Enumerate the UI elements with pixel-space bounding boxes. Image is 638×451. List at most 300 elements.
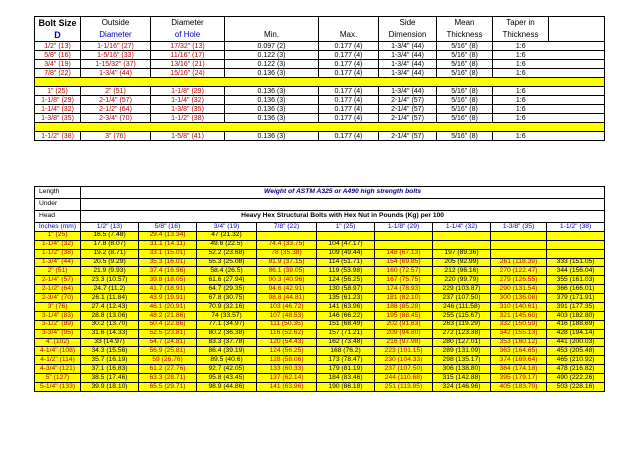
- mean-header: Mean: [437, 17, 493, 30]
- empty-cell: [547, 231, 605, 240]
- table-cell-bolt: 5/8" (16): [35, 51, 81, 60]
- weight-cell: 94.6 (42.91): [257, 285, 317, 294]
- length-cell: 1-1/2" (38): [35, 249, 81, 258]
- weight-cell: 160 (72.57): [375, 267, 433, 276]
- weight-cell: 344 (156.04): [547, 267, 605, 276]
- weight-cell: 453 (205.48): [547, 347, 605, 356]
- table-cell-side: 1-3/4" (44): [379, 69, 437, 78]
- weight-cell: 279 (126.55): [491, 276, 547, 285]
- weight-cell: 63.3 (28.71): [139, 374, 197, 383]
- table-row: [35, 294, 605, 303]
- weight-cell: 220 (99.79): [433, 276, 491, 285]
- length-cell: 3-1/2" (89): [35, 320, 81, 329]
- table-row: [35, 231, 605, 240]
- table-cell-mean: 5/16" (8): [437, 105, 493, 114]
- empty-cell: [433, 231, 491, 240]
- weight-cell: 43.9 (19.91): [139, 294, 197, 303]
- length-cell: 2-3/4" (70): [35, 294, 81, 303]
- table-cell-max: 0.177 (4): [319, 42, 379, 51]
- weights-title: Weight of ASTM A325 or A490 high strength bolts: [81, 187, 605, 199]
- weight-cell: 107 (48.53): [257, 311, 317, 320]
- table-cell-outside: 2" (51): [81, 87, 151, 96]
- head-label: Head: [35, 211, 81, 223]
- empty-cell: [375, 231, 433, 240]
- weight-cell: 26.1 (11.84): [81, 294, 139, 303]
- table-cell-bolt: 1-3/8" (35): [35, 114, 81, 123]
- column-header: 1-3/8" (35): [491, 223, 547, 232]
- weight-cell: 290 (131.54): [491, 285, 547, 294]
- length-cell: 4-3/4" (121): [35, 365, 81, 374]
- weight-cell: 133 (60.33): [257, 365, 317, 374]
- table-cell-bolt: 7/8" (22): [35, 69, 81, 78]
- table-row: [35, 338, 605, 347]
- weights-subtitle: Heavy Hex Structural Bolts with Hex Nut in Pounds (Kg) per 100: [81, 211, 605, 223]
- weight-cell: 52.2 (23.68): [197, 249, 257, 258]
- weight-cell: 61.6 (27.94): [197, 276, 257, 285]
- length-cell: 5-1/4" (133): [35, 383, 81, 392]
- table-cell-max: 0.177 (4): [319, 132, 379, 141]
- table-cell-min: 0.122 (3): [225, 60, 319, 69]
- weight-cell: 128 (58.06): [257, 356, 317, 365]
- table-cell-side: 1-3/4" (44): [379, 60, 437, 69]
- weight-cell: 31.1 (14.11): [139, 240, 197, 249]
- weight-cell: 188 (85.28): [375, 303, 433, 312]
- weight-cell: 154 (69.85): [375, 258, 433, 267]
- table-cell-mean: 5/16" (8): [437, 96, 493, 105]
- d-header: D: [35, 29, 81, 42]
- table-cell-bolt: 1-1/2" (38): [35, 132, 81, 141]
- table-row: [35, 365, 605, 374]
- weight-cell: 103 (46.72): [257, 303, 317, 312]
- weight-cell: 65.5 (29.71): [139, 383, 197, 392]
- weight-cell: 37.4 (16.96): [139, 267, 197, 276]
- table-cell-outside: 2-1/2" (64): [81, 105, 151, 114]
- weight-cell: 151 (68.49): [317, 320, 375, 329]
- table-cell-hole: 1-1/2" (38): [151, 114, 225, 123]
- table-cell-mean: 5/16" (8): [437, 114, 493, 123]
- table-row: [35, 258, 605, 267]
- table-cell-hole: 11/16" (17): [151, 51, 225, 60]
- weight-cell: 78 (35.38): [257, 249, 317, 258]
- table-cell-taper: 1:6: [493, 114, 549, 123]
- weight-cell: 21.9 (9.93): [81, 267, 139, 276]
- weight-cell: 310 (140.61): [491, 303, 547, 312]
- table-cell-hole: 1-3/8" (35): [151, 105, 225, 114]
- blank-header: [225, 17, 319, 30]
- weight-cell: 230 (104.33): [375, 356, 433, 365]
- weight-cell: 98.8 (44.81): [257, 294, 317, 303]
- blank-header: [549, 29, 605, 42]
- weight-cell: 416 (188.69): [547, 320, 605, 329]
- table-cell-bolt: 1/2" (13): [35, 42, 81, 51]
- under-label: Under: [35, 199, 81, 211]
- weight-cell: 157 (71.21): [317, 329, 375, 338]
- weight-cell: 33 (14.97): [81, 338, 139, 347]
- table-cell-taper: 1:6: [493, 132, 549, 141]
- table-cell-outside: 1-5/16" (33): [81, 51, 151, 60]
- header-row-1: [35, 17, 605, 30]
- length-cell: 4-1/4" (108): [35, 347, 81, 356]
- weight-cell: 55.3 (25.08): [197, 258, 257, 267]
- table-cell-min: 0.122 (3): [225, 51, 319, 60]
- weight-cell: 223 (101.15): [375, 347, 433, 356]
- table-row: [35, 105, 605, 114]
- empty-cell: [547, 240, 605, 249]
- table-cell-bolt: 1-1/4" (32): [35, 105, 81, 114]
- outside-header: Outside: [81, 17, 151, 30]
- weight-cell: 116 (52.62): [257, 329, 317, 338]
- weight-cell: 255 (115.67): [433, 311, 491, 320]
- weight-cell: 184 (83.46): [317, 374, 375, 383]
- weight-cell: 405 (183.70): [491, 383, 547, 392]
- weight-cell: 167 (75.75): [375, 276, 433, 285]
- weight-cell: 173 (78.47): [317, 356, 375, 365]
- weight-cell: 59 (26.76): [139, 356, 197, 365]
- weight-cell: 90.3 (40.96): [257, 276, 317, 285]
- column-header: 3/4" (19): [197, 223, 257, 232]
- table-row: [35, 320, 605, 329]
- weight-cell: 86.4 (39.19): [197, 347, 257, 356]
- table-cell-hole: 15/16" (24): [151, 69, 225, 78]
- weight-cell: 54.7 (24.81): [139, 338, 197, 347]
- empty-cell: [317, 231, 375, 240]
- weight-cell: 270 (122.47): [491, 267, 547, 276]
- empty-cell: [257, 231, 317, 240]
- of-hole-header: of Hole: [151, 29, 225, 42]
- table-row: [35, 329, 605, 338]
- table-row: [35, 51, 605, 60]
- table-row: [35, 374, 605, 383]
- weight-cell: 209 (94.80): [375, 329, 433, 338]
- column-header: 1" (25): [317, 223, 375, 232]
- thickness2-header: Thickness: [493, 29, 549, 42]
- weight-cell: 478 (216.82): [547, 365, 605, 374]
- table-cell-hole: 1-1/8" (29): [151, 87, 225, 96]
- table-cell-outside: 1-15/32" (37): [81, 60, 151, 69]
- weight-cell: 64.7 (29.35): [197, 285, 257, 294]
- table-cell-hole: 1-5/8" (41): [151, 132, 225, 141]
- weight-cell: 179 (81.19): [317, 365, 375, 374]
- weight-cell: 17.8 (8.07): [81, 240, 139, 249]
- weight-cell: 89.5 (40.6): [197, 356, 257, 365]
- weight-cell: 34.3 (15.56): [81, 347, 139, 356]
- weight-cell: 315 (142.88): [433, 374, 491, 383]
- weight-cell: 342 (155.13): [491, 329, 547, 338]
- column-header: Inches (mm): [35, 223, 81, 232]
- weight-cell: 124 (56.25): [257, 347, 317, 356]
- weight-cell: 29.4 (13.34): [139, 231, 197, 240]
- weight-cell: 490 (222.26): [547, 374, 605, 383]
- weight-cell: 261 (118.39): [491, 258, 547, 267]
- weight-cell: 148 (67.13): [375, 249, 433, 258]
- weight-cell: 374 (169.64): [491, 356, 547, 365]
- table-cell-mean: 5/16" (8): [437, 69, 493, 78]
- weight-cell: 403 (182.80): [547, 311, 605, 320]
- length-cell: 4" (102): [35, 338, 81, 347]
- weight-cell: 41.7 (18.91): [139, 285, 197, 294]
- empty-cell: [491, 249, 547, 258]
- length-cell: 2" (51): [35, 267, 81, 276]
- weight-cell: 35.3 (16.01): [139, 258, 197, 267]
- column-header: 1-1/2" (38): [547, 223, 605, 232]
- weight-cell: 119 (53.98): [317, 267, 375, 276]
- table-cell-side: 1-3/4" (44): [379, 42, 437, 51]
- bolt-size-header: Bolt Size: [35, 17, 81, 30]
- table-row: [35, 249, 605, 258]
- table-cell-bolt: 1" (25): [35, 87, 81, 96]
- column-header: 7/8" (22): [257, 223, 317, 232]
- weight-cell: 300 (136.08): [491, 294, 547, 303]
- weight-cell: 146 (66.22): [317, 311, 375, 320]
- table-cell-max: 0.177 (4): [319, 114, 379, 123]
- length-cell: 1" (25): [35, 231, 81, 240]
- weight-cell: 181 (82.10): [375, 294, 433, 303]
- length-cell: 2-1/2" (64): [35, 285, 81, 294]
- weight-cell: 263 (119.29): [433, 320, 491, 329]
- table-cell-max: 0.177 (4): [319, 87, 379, 96]
- length-cell: 3" (76): [35, 303, 81, 312]
- weight-cell: 48.2 (21.86): [139, 311, 197, 320]
- table-cell-hole: 17/32" (13): [151, 42, 225, 51]
- weight-cell: 83.3 (37.78): [197, 338, 257, 347]
- weight-cell: 23.3 (10.57): [81, 276, 139, 285]
- weight-cell: 50.4 (22.86): [139, 320, 197, 329]
- table-cell-max: 0.177 (4): [319, 105, 379, 114]
- weight-cell: 216 (97.98): [375, 338, 433, 347]
- weight-cell: 190 (86.18): [317, 383, 375, 392]
- table-cell-min: 0.097 (2): [225, 42, 319, 51]
- weight-cell: 205 (92.99): [433, 258, 491, 267]
- weight-cell: 137 (62.14): [257, 374, 317, 383]
- table-row: [35, 276, 605, 285]
- weight-cell: 24.7 (11.2): [81, 285, 139, 294]
- column-header-row: [35, 223, 605, 232]
- weight-cell: 47 (21.32): [197, 231, 257, 240]
- table-cell-taper: 1:6: [493, 96, 549, 105]
- weight-cell: 503 (228.16): [547, 383, 605, 392]
- table-row: [35, 303, 605, 312]
- weight-cell: 58.4 (26.5): [197, 267, 257, 276]
- empty-cell: [375, 240, 433, 249]
- weight-cell: 229 (103.87): [433, 285, 491, 294]
- weight-cell: 39.8 (18.05): [139, 276, 197, 285]
- weight-cell: 130 (58.97): [317, 285, 375, 294]
- table-cell-min: 0.136 (3): [225, 87, 319, 96]
- table-cell-hole: 13/16" (21): [151, 60, 225, 69]
- weight-cell: 120 (54.43): [257, 338, 317, 347]
- weight-cell: 428 (194.14): [547, 329, 605, 338]
- table-cell-taper: 1:6: [493, 60, 549, 69]
- table-row: [35, 311, 605, 320]
- weight-cell: 395 (179.17): [491, 374, 547, 383]
- weight-cell: 141 (63.96): [317, 303, 375, 312]
- table-cell-min: 0.136 (3): [225, 96, 319, 105]
- table-cell-max: 0.177 (4): [319, 96, 379, 105]
- table-cell-taper: 1:6: [493, 69, 549, 78]
- taper-header: Taper in: [493, 17, 549, 30]
- weight-cell: 20.5 (9.29): [81, 258, 139, 267]
- thickness-header: Thickness: [437, 29, 493, 42]
- length-cell: 1-3/4" (44): [35, 258, 81, 267]
- table-row: [35, 347, 605, 356]
- table-cell-mean: 5/16" (8): [437, 87, 493, 96]
- weight-cell: 379 (171.91): [547, 294, 605, 303]
- weight-cell: 28.8 (13.06): [81, 311, 139, 320]
- weight-cell: 77.1 (34.97): [197, 320, 257, 329]
- weight-cell: 202 (91.63): [375, 320, 433, 329]
- weight-cell: 70.9 (32.16): [197, 303, 257, 312]
- weight-cell: 391 (177.35): [547, 303, 605, 312]
- weight-cell: 98.9 (44.86): [197, 383, 257, 392]
- table-cell-side: 2-1/4" (57): [379, 105, 437, 114]
- weight-cell: 366 (166.01): [547, 285, 605, 294]
- table-cell-outside: 1-3/4" (44): [81, 69, 151, 78]
- table-cell-taper: 1:6: [493, 51, 549, 60]
- weight-cell: 35.7 (16.19): [81, 356, 139, 365]
- weight-cell: 298 (135.17): [433, 356, 491, 365]
- weight-cell: 237 (107.50): [433, 294, 491, 303]
- bolt-dimensions-table: [34, 16, 605, 141]
- table-row: [35, 240, 605, 249]
- weight-cell: 174 (78.93): [375, 285, 433, 294]
- length-cell: 1-1/4" (32): [35, 240, 81, 249]
- table-cell-min: 0.136 (3): [225, 114, 319, 123]
- weight-cell: 251 (113.85): [375, 383, 433, 392]
- table-cell-taper: 1:6: [493, 42, 549, 51]
- table-row: [35, 60, 605, 69]
- weight-cell: 81.9 (37.15): [257, 258, 317, 267]
- table-cell-min: 0.136 (3): [225, 105, 319, 114]
- weight-cell: 289 (131.09): [433, 347, 491, 356]
- max-header: Max.: [319, 29, 379, 42]
- table-row: [35, 96, 605, 105]
- table-cell-taper: 1:6: [493, 87, 549, 96]
- weight-cell: 30.2 (13.70): [81, 320, 139, 329]
- weight-cell: 363 (164.65): [491, 347, 547, 356]
- table-row: [35, 42, 605, 51]
- weight-cell: 237 (107.50): [375, 365, 433, 374]
- weight-cell: 19.2 (8.71): [81, 249, 139, 258]
- table-cell-max: 0.177 (4): [319, 69, 379, 78]
- table-cell-outside: 2-3/4" (70): [81, 114, 151, 123]
- weight-cell: 104 (47.17): [317, 240, 375, 249]
- table-cell-side: 2-1/4" (57): [379, 114, 437, 123]
- weight-cell: 56.9 (25.81): [139, 347, 197, 356]
- table-cell-max: 0.177 (4): [319, 60, 379, 69]
- weight-cell: 306 (138.80): [433, 365, 491, 374]
- table-cell-mean: 5/16" (8): [437, 51, 493, 60]
- table-cell-mean: 5/16" (8): [437, 60, 493, 69]
- weight-cell: 465 (210.92): [547, 356, 605, 365]
- weight-cell: 321 (145.60): [491, 311, 547, 320]
- table-cell-mean: 5/16" (8): [437, 132, 493, 141]
- weight-cell: 441 (200.03): [547, 338, 605, 347]
- weight-cell: 37.1 (16.83): [81, 365, 139, 374]
- weight-cell: 135 (61.23): [317, 294, 375, 303]
- bolt-weights-table: [34, 186, 605, 392]
- weight-cell: 244 (110.68): [375, 374, 433, 383]
- table-cell-max: 0.177 (4): [319, 51, 379, 60]
- weight-cell: 333 (151.05): [547, 258, 605, 267]
- weight-cell: 111 (50.35): [257, 320, 317, 329]
- weight-cell: 31.6 (14.33): [81, 329, 139, 338]
- length-cell: 4-1/2" (114): [35, 356, 81, 365]
- table-row: [35, 267, 605, 276]
- weight-cell: 61.2 (27.76): [139, 365, 197, 374]
- min-header: Min.: [225, 29, 319, 42]
- table-cell-outside: 2-1/4" (57): [81, 96, 151, 105]
- header-row-2: [35, 29, 605, 42]
- weight-cell: 280 (127.01): [433, 338, 491, 347]
- separator-row: [35, 123, 605, 132]
- length-cell: 3-1/4" (83): [35, 311, 81, 320]
- table-cell-side: 2-1/4" (57): [379, 132, 437, 141]
- weight-cell: 74.4 (33.75): [257, 240, 317, 249]
- length-label: Length: [35, 187, 81, 199]
- table-cell-bolt: 1-1/8" (29): [35, 96, 81, 105]
- weight-cell: 38.5 (17.46): [81, 374, 139, 383]
- table-cell-side: 1-3/4" (44): [379, 87, 437, 96]
- length-cell: 2-1/4" (57): [35, 276, 81, 285]
- weight-cell: 162 (73.48): [317, 338, 375, 347]
- table-row: [35, 87, 605, 96]
- separator-row: [35, 78, 605, 87]
- weight-cell: 355 (161.03): [547, 276, 605, 285]
- table-row: [35, 132, 605, 141]
- table-cell-side: 1-3/4" (44): [379, 51, 437, 60]
- weight-cell: 49.6 (22.5): [197, 240, 257, 249]
- weight-cell: 52.5 (23.81): [139, 329, 197, 338]
- weight-cell: 92.7 (42.05): [197, 365, 257, 374]
- weight-cell: 168 (76.2): [317, 347, 375, 356]
- column-header: 1/2" (13): [81, 223, 139, 232]
- weight-cell: 384 (174.18): [491, 365, 547, 374]
- table-row: [35, 356, 605, 365]
- column-header: 5/8" (16): [139, 223, 197, 232]
- table-row: [35, 383, 605, 392]
- weight-cell: 86.1 (39.05): [257, 267, 317, 276]
- dimension-header: Dimension: [379, 29, 437, 42]
- weight-cell: 27.4 (12.43): [81, 303, 139, 312]
- weight-cell: 324 (146.96): [433, 383, 491, 392]
- weight-cell: 332 (150.59): [491, 320, 547, 329]
- diameter-header: Diameter: [151, 17, 225, 30]
- weight-cell: 46.1 (20.91): [139, 303, 197, 312]
- empty-cell: [433, 240, 491, 249]
- weight-cell: 109 (49.44): [317, 249, 375, 258]
- length-cell: 5" (127): [35, 374, 81, 383]
- column-header: 1-1/4" (32): [433, 223, 491, 232]
- blank-header: [549, 17, 605, 30]
- weight-cell: 212 (96.16): [433, 267, 491, 276]
- empty-cell: [491, 240, 547, 249]
- table-cell-mean: 5/16" (8): [437, 42, 493, 51]
- empty-cell: [491, 231, 547, 240]
- length-cell: 3-3/4" (95): [35, 329, 81, 338]
- weight-cell: 67.8 (30.75): [197, 294, 257, 303]
- empty-cell: [547, 249, 605, 258]
- diameter-sub-header: Diameter: [81, 29, 151, 42]
- weight-cell: 272 (123.38): [433, 329, 491, 338]
- weight-cell: 195 (88.45): [375, 311, 433, 320]
- weight-cell: 16.5 (7.48): [81, 231, 139, 240]
- table-cell-outside: 3" (76): [81, 132, 151, 141]
- weight-cell: 80.2 (36.38): [197, 329, 257, 338]
- weight-cell: 33.1 (15.01): [139, 249, 197, 258]
- weight-cell: 124 (56.25): [317, 276, 375, 285]
- column-header: 1-1/8" (29): [375, 223, 433, 232]
- weight-cell: 39.9 (18.10): [81, 383, 139, 392]
